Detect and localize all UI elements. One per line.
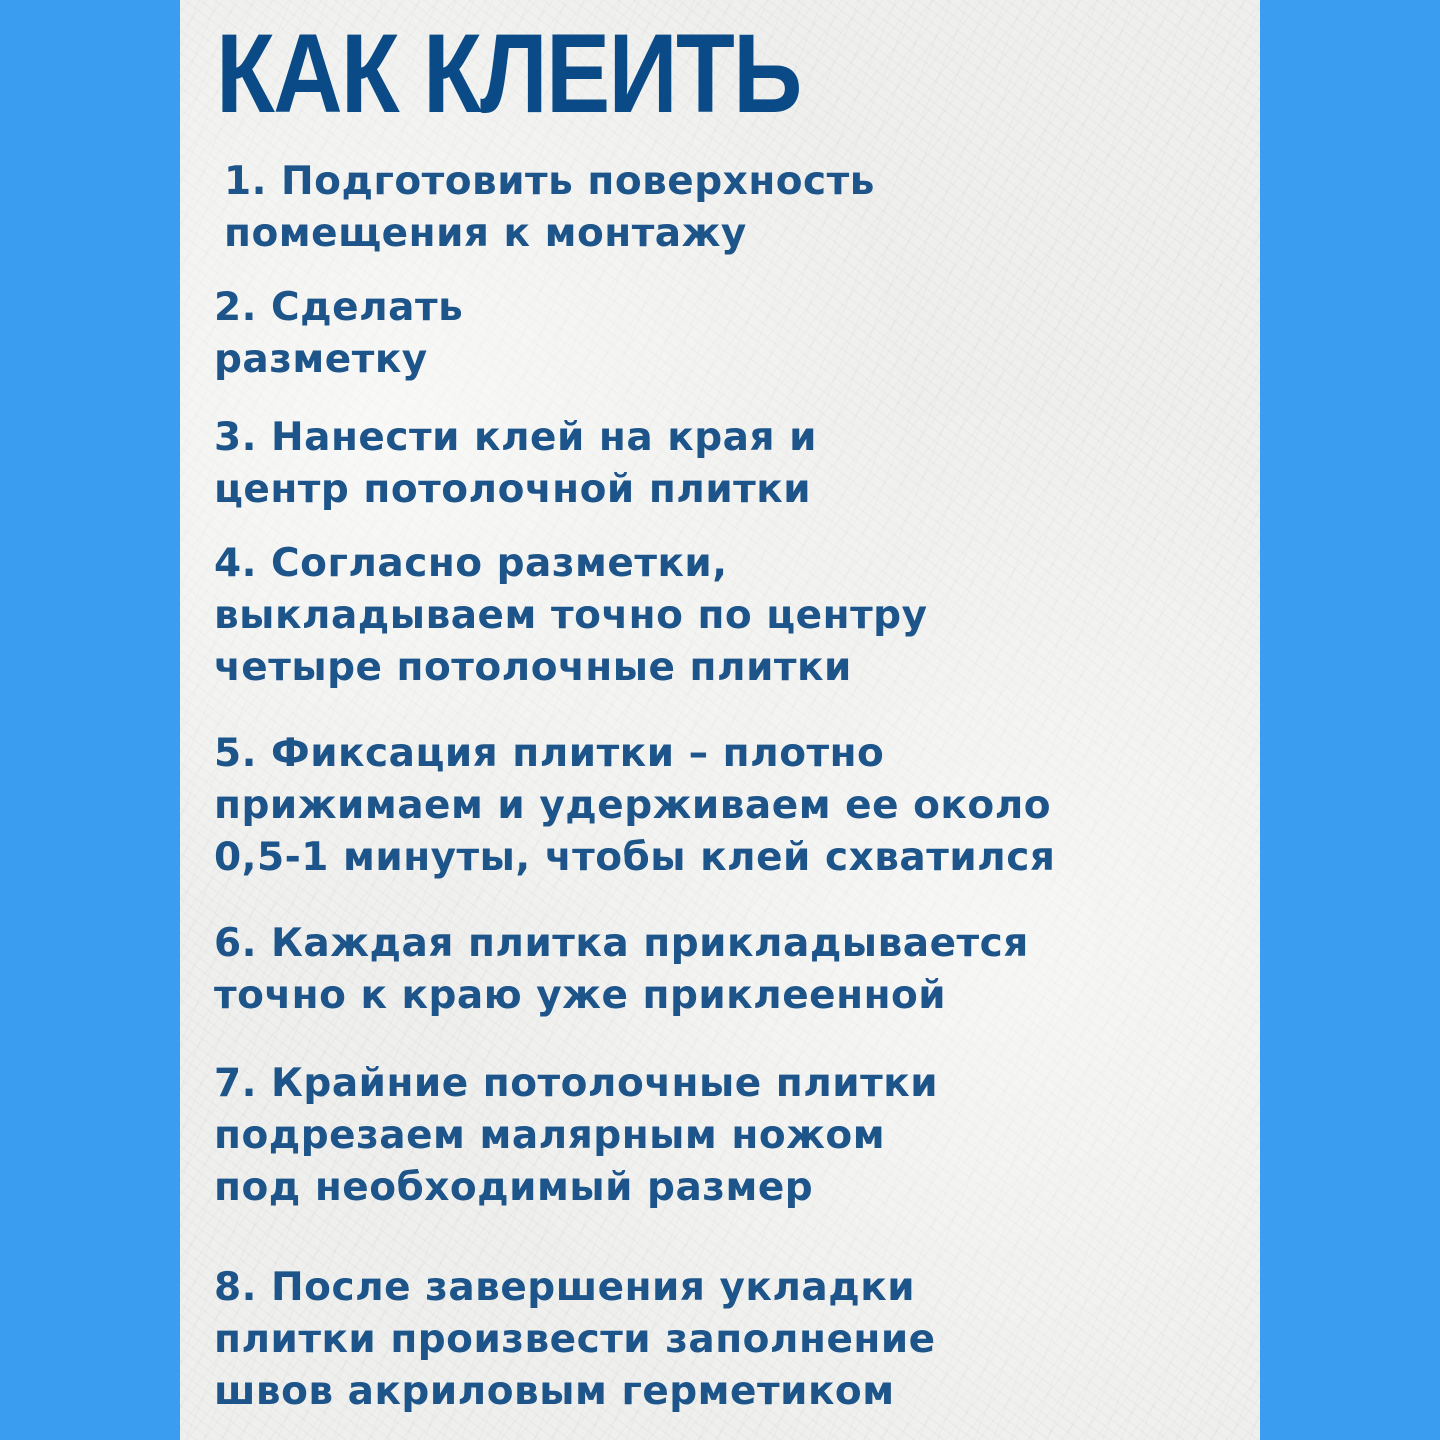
step-1-line-2: помещения к монтажу [224, 211, 747, 256]
step-4 [214, 538, 928, 694]
step-4-line-1: 4. Согласно разметки, [214, 541, 728, 586]
step-2-line-1: 2. Сделать [214, 285, 464, 330]
step-4-line-3: четыре потолочные плитки [214, 645, 852, 690]
step-8-line-2: плитки произвести заполнение [214, 1317, 936, 1362]
step-1-line-1: 1. Подготовить поверхность [224, 159, 875, 204]
step-3-line-1: 3. Нанести клей на края и [214, 415, 817, 460]
step-7-line-1: 7. Крайние потолочные плитки [214, 1061, 939, 1106]
step-2-line-2: разметку [214, 337, 428, 382]
step-7 [214, 1058, 938, 1214]
textured-panel [180, 0, 1260, 1440]
step-3-line-2: центр потолочной плитки [214, 467, 812, 512]
step-8-line-3: швов акриловым герметиком [214, 1369, 895, 1414]
step-6-line-1: 6. Каждая плитка прикладывается [214, 921, 1029, 966]
step-5-line-3: 0,5-1 минуты, чтобы клей схватился [214, 835, 1056, 880]
step-1 [224, 156, 875, 260]
step-8 [214, 1262, 936, 1418]
page-title: КАК КЛЕИТЬ [216, 11, 801, 136]
step-4-line-2: выкладываем точно по центру [214, 593, 928, 638]
step-7-line-2: подрезаем малярным ножом [214, 1113, 886, 1158]
step-7-line-3: под необходимый размер [214, 1165, 814, 1210]
step-8-line-1: 8. После завершения укладки [214, 1265, 916, 1310]
step-6 [214, 918, 1029, 1022]
step-5-line-2: прижимаем и удерживаем ее около [214, 783, 1052, 828]
step-5 [214, 728, 1055, 884]
step-6-line-2: точно к краю уже приклеенной [214, 973, 947, 1018]
step-2 [214, 282, 463, 386]
step-5-line-1: 5. Фиксация плитки – плотно [214, 731, 885, 776]
step-3 [214, 412, 817, 516]
